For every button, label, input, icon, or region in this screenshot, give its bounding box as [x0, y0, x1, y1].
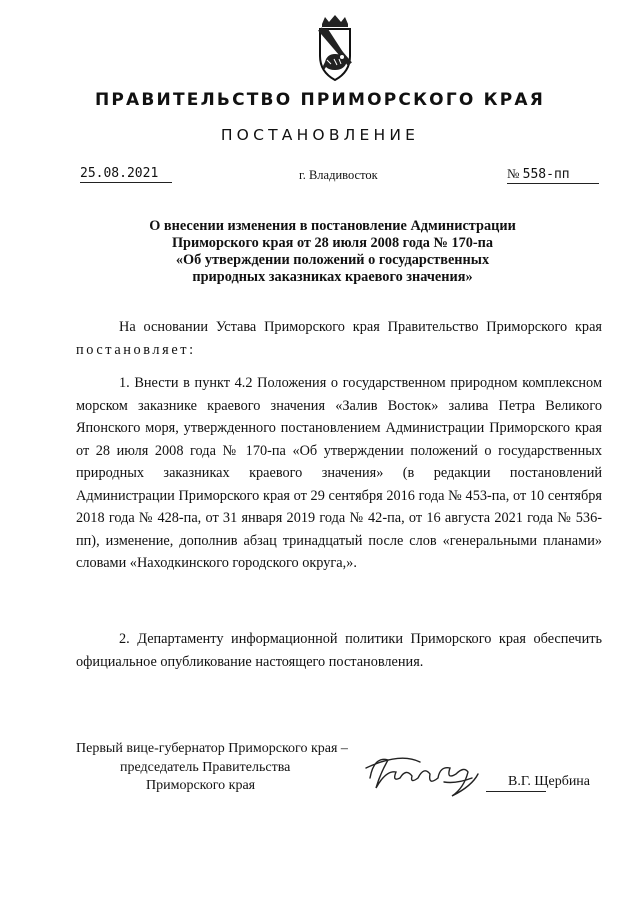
document-number-value: 558-пп [522, 167, 570, 182]
subject-line: О внесении изменения в постановление Администрации [149, 218, 516, 234]
document-city: г. Владивосток [299, 168, 378, 182]
coat-of-arms-icon [305, 14, 365, 84]
role-line: Первый вице-губернатор Приморского края – [76, 741, 348, 756]
role-line: Приморского края [146, 778, 256, 793]
signature-underline [486, 791, 546, 792]
subject-line: «Об утверждении положений о государственных [175, 252, 490, 268]
subject-line: природных заказниках краевого значения» [192, 269, 473, 285]
document-date: 25.08.2021 [80, 166, 172, 183]
signatory-name: В.Г. Щербина [508, 774, 591, 789]
document-subject [100, 218, 565, 286]
item-2-paragraph [76, 628, 602, 673]
document-number-prefix: № [507, 166, 523, 181]
item-1-text: 1. Внести в пункт 4.2 Положения о государственном природном комплексном морском заказнике краевого значения «Залив Восток» залива Петра Великого Японского моря, утвержденного постановлением Администрации Приморского края от 28 июля 2008 года № 170-па «Об утверждении положений о государственных природных заказниках краевого значения» (в редакции постановлений Администрации Приморского края от 29 сентября 2016 года № 453-па, от 10 сентября 2018 года № 428-па, от 31 января 2019 года № 42-па, от 16 августа 2021 года № 536-пп), изменение, дополнив абзац тринадцатый после слов «генеральными планами» словами «Находкинского городского округа,». [76, 375, 602, 571]
document-number [507, 166, 599, 184]
role-line: председатель Правительства [120, 759, 291, 775]
preamble-paragraph [76, 316, 602, 361]
item-1-paragraph [76, 372, 602, 575]
preamble-decree: постановляет: [76, 341, 196, 358]
document-type: ПОСТАНОВЛЕНИЕ [220, 126, 420, 144]
item-2-text: 2. Департаменту информационной политики Приморского края обеспечить официальное опубликование настоящего постановления. [76, 631, 602, 670]
government-title: ПРАВИТЕЛЬСТВО ПРИМОРСКОГО КРАЯ [94, 90, 546, 110]
preamble-text: На основании Устава Приморского края Правительство Приморского края [119, 319, 602, 335]
handwritten-signature-icon [360, 748, 490, 800]
subject-line: Приморского края от 28 июля 2008 года № 170-па [171, 235, 494, 251]
signatory-role [76, 740, 348, 796]
